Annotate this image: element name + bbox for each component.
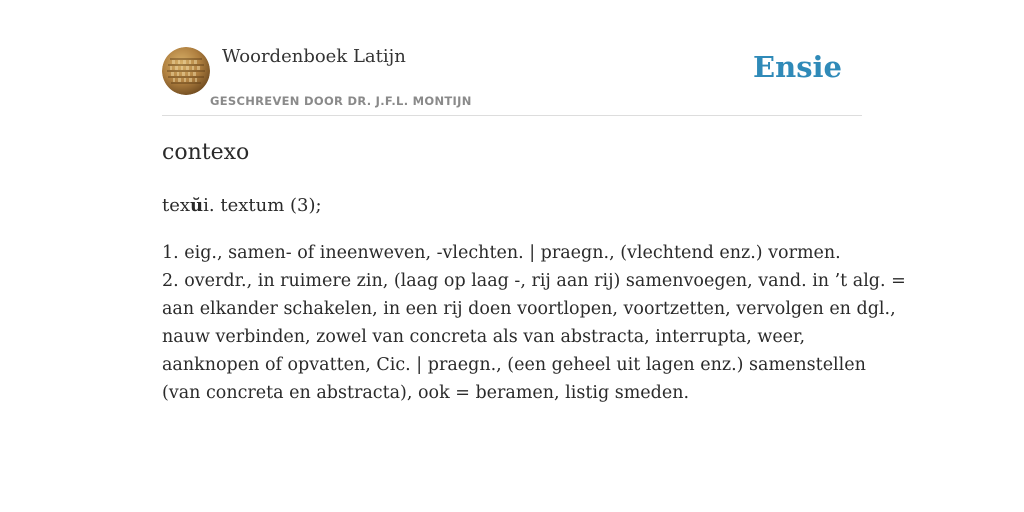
entry-headword: contexo xyxy=(162,140,250,165)
definition-line: aanknopen of opvatten, Cic. | praegn., (een geheel uit lagen enz.) samenstellen xyxy=(162,355,866,375)
forms-suffix: i. textum (3); xyxy=(203,195,322,216)
definition-line: 2. overdr., in ruimere zin, (laag op laag -, rij aan rij) samenvoegen, vand. in ’t alg. = xyxy=(162,271,906,291)
entry-forms xyxy=(162,194,322,218)
book-title[interactable]: Woordenboek Latijn xyxy=(222,46,406,67)
ensie-brand-link[interactable]: Ensie xyxy=(753,50,842,84)
page-container xyxy=(162,0,906,512)
site-header xyxy=(162,0,862,116)
definition-line: aan elkander schakelen, in een rij doen voortlopen, voortzetten, vervolgen en dgl., xyxy=(162,299,896,319)
definition-line: (van concreta en abstracta), ook = beramen, listig smeden. xyxy=(162,383,690,403)
entry-definition xyxy=(162,239,906,407)
forms-prefix: tex xyxy=(162,195,191,216)
author-byline: GESCHREVEN DOOR DR. J.F.L. MONTIJN xyxy=(210,94,472,108)
latin-inscription-coin-logo[interactable] xyxy=(162,47,210,95)
definition-line: nauw verbinden, zowel van concreta als van abstracta, interrupta, weer, xyxy=(162,327,806,347)
forms-bold-vowel: ŭ xyxy=(190,195,204,216)
definition-line: 1. eig., samen- of ineenweven, -vlechten. | praegn., (vlechtend enz.) vormen. xyxy=(162,243,841,263)
